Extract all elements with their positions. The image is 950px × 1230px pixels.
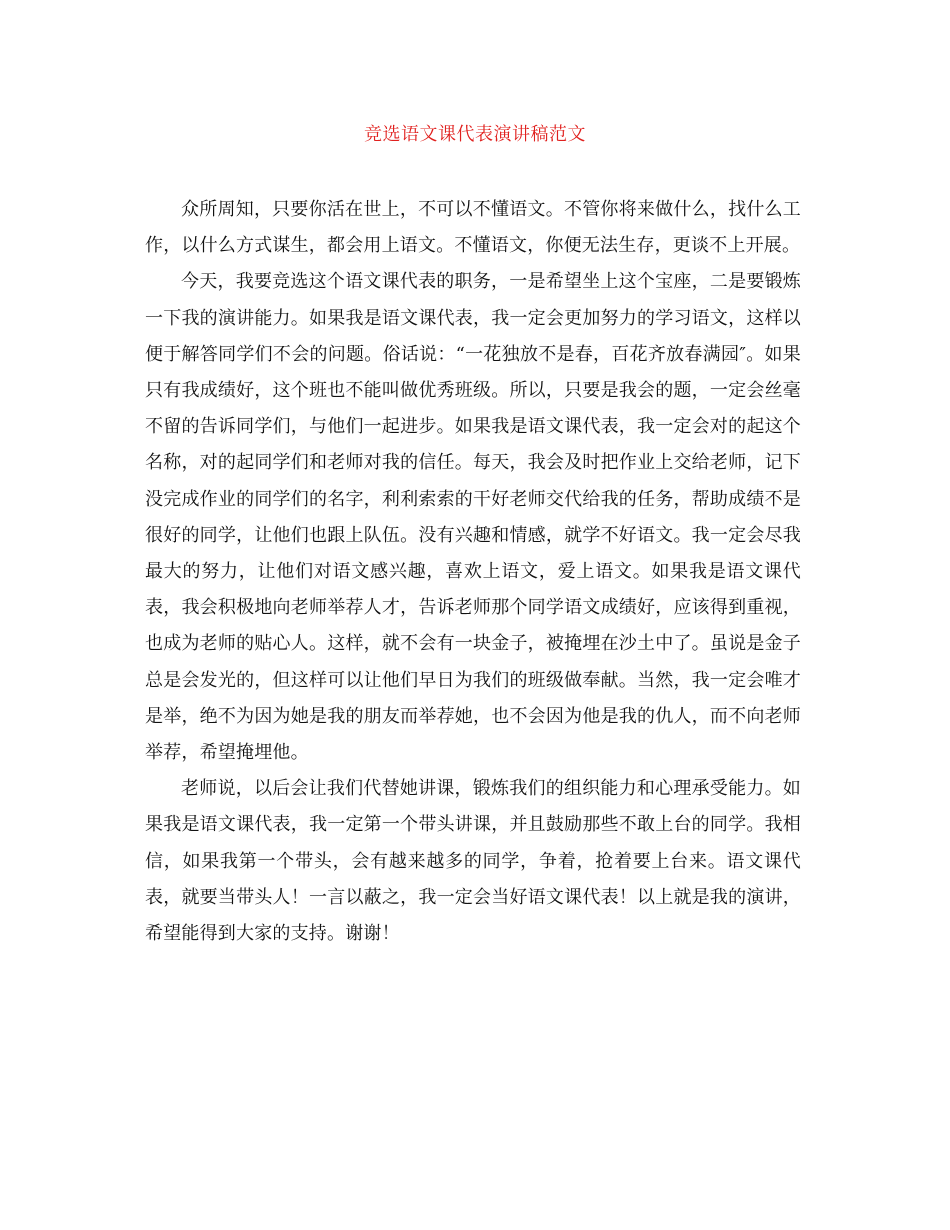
- document-body: [145, 192, 801, 952]
- paragraph-main: 今天，我要竞选这个语文课代表的职务，一是希望坐上这个宝座，二是要锻炼一下我的演讲能力。如果我是语文课代表，我一定会更加努力的学习语文，这样以便于解答同学们不会的问题。俗话说：“一花独放不是春，百花齐放春满园″。如果只有我成绩好，这个班也不能叫做优秀班级。所以，只要是我会的题，一定会丝毫不留的告诉同学们，与他们一起进步。如果我是语文课代表，我一定会对的起这个名称，对的起同学们和老师对我的信任。每天，我会及时把作业上交给老师，记下没完成作业的同学们的名字，利利索索的干好老师交代给我的任务，帮助成绩不是很好的同学，让他们也跟上队伍。没有兴趣和情感，就学不好语文。我一定会尽我最大的努力，让他们对语文感兴趣，喜欢上语文，爱上语文。如果我是语文课代表，我会积极地向老师举荐人才，告诉老师那个同学语文成绩好，应该得到重视，也成为老师的贴心人。这样，就不会有一块金子，被掩埋在沙土中了。虽说是金子总是会发光的，但这样可以让他们早日为我们的班级做奉献。当然，我一定会唯才是举，绝不为因为她是我的朋友而举荐她，也不会因为他是我的仇人，而不向老师举荐，希望掩埋他。: [145, 271, 801, 764]
- paragraph-closing: 老师说，以后会让我们代替她讲课，锻炼我们的组织能力和心理承受能力。如果我是语文课代表，我一定第一个带头讲课，并且鼓励那些不敢上台的同学。我相信，如果我第一个带头，会有越来越多的同学，争着，抢着要上台来。语文课代表，就要当带头人！一言以蔽之，我一定会当好语文课代表！以上就是我的演讲，希望能得到大家的支持。谢谢！: [145, 778, 801, 945]
- paragraph-intro: 众所周知，只要你活在世上，不可以不懂语文。不管你将来做什么，找什么工作，以什么方式谋生，都会用上语文。不懂语文，你便无法生存，更谈不上开展。: [145, 199, 801, 257]
- document-title: 竞选语文课代表演讲稿范文: [364, 124, 586, 145]
